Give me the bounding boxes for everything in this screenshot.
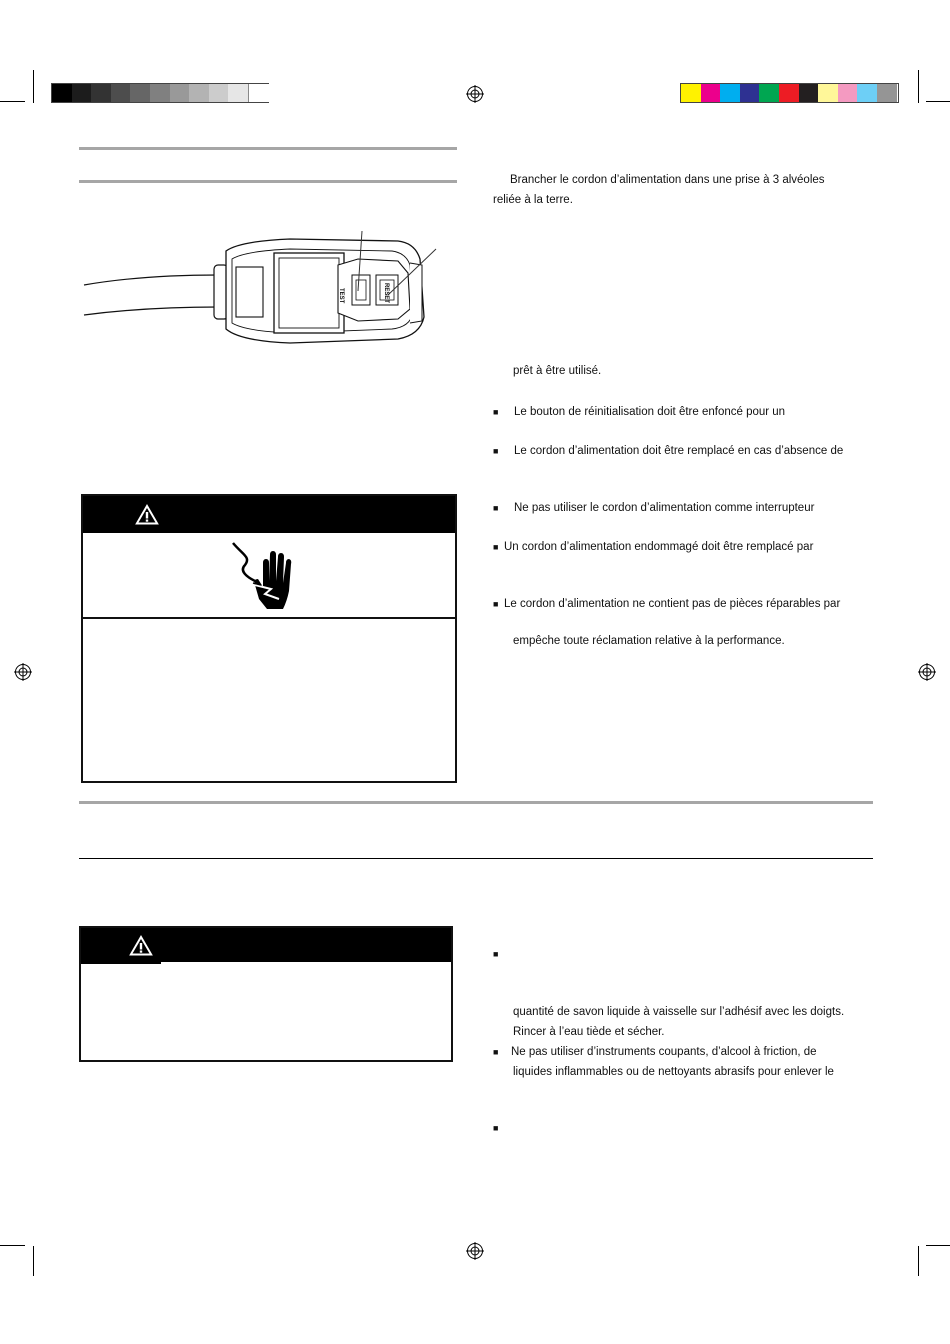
color-swatch [779, 84, 799, 102]
reset-button-bullet: Le bouton de réinitialisation doit être enfoncé pour un [514, 406, 786, 418]
bullet-mark: ■ [493, 1047, 499, 1057]
gray-swatch [189, 84, 209, 102]
registration-mark-icon [918, 663, 936, 681]
replace-cord-bullet: Le cordon d’alimentation doit être remplacé en cas d’absence de [514, 445, 844, 457]
ready-to-use-line: prêt à être utilisé. [513, 365, 602, 377]
gray-swatch [170, 84, 190, 102]
section-rule-full [79, 801, 873, 804]
warning-divider [83, 617, 455, 619]
crop-mark-top-right-h [926, 101, 950, 102]
test-button-label: TEST [338, 288, 344, 304]
crop-mark-bottom-left-v [33, 1246, 34, 1276]
warning-triangle-icon [135, 504, 159, 525]
crop-mark-top-left-h [0, 101, 25, 102]
registration-mark-icon [466, 85, 484, 103]
no-serviceable-parts-bullet: Le cordon d’alimentation ne contient pas de pièces réparables par [504, 598, 841, 610]
color-swatch [799, 84, 819, 102]
warning-header-notch [81, 962, 161, 964]
crop-mark-top-right-v [918, 70, 919, 103]
color-swatch [681, 84, 701, 102]
plug-in-instruction-line2: reliée à la terre. [493, 194, 573, 206]
gray-swatch [111, 84, 131, 102]
bullet-mark: ■ [493, 949, 499, 959]
no-sharp-tools-line2: liquides inflammables ou de nettoyants abrasifs pour enlever le [513, 1066, 834, 1078]
bullet-mark: ■ [493, 446, 499, 456]
color-swatch [818, 84, 838, 102]
bullet-mark: ■ [493, 503, 499, 513]
caution-warning-box [79, 926, 453, 1062]
crop-mark-bottom-left-h [0, 1245, 25, 1246]
bullet-mark: ■ [493, 407, 499, 417]
color-swatch [701, 84, 721, 102]
gray-swatch [209, 84, 229, 102]
soap-instruction-line2: Rincer à l’eau tiède et sécher. [513, 1026, 665, 1038]
electric-shock-hand-icon [231, 541, 297, 611]
not-a-switch-bullet: Ne pas utiliser le cordon d’alimentation comme interrupteur [514, 502, 815, 514]
warranty-claim-line: empêche toute réclamation relative à la performance. [513, 635, 785, 647]
section-rule-thin [79, 858, 873, 859]
registration-mark-icon [466, 1242, 484, 1260]
bullet-mark: ■ [493, 599, 499, 609]
warning-triangle-icon [129, 935, 153, 956]
damaged-cord-bullet: Un cordon d’alimentation endommagé doit être remplacé par [504, 541, 814, 553]
grayscale-bar [51, 83, 269, 103]
gray-swatch [228, 84, 248, 102]
color-swatch [838, 84, 858, 102]
bullet-mark: ■ [493, 1123, 499, 1133]
gray-swatch [72, 84, 92, 102]
soap-instruction-line1: quantité de savon liquide à vaisselle sur l’adhésif avec les doigts. [513, 1006, 845, 1018]
reset-button-label: RESET [383, 283, 389, 304]
power-cord-plug-figure [80, 225, 450, 350]
gray-swatch [150, 84, 170, 102]
crop-mark-bottom-right-h [926, 1245, 950, 1246]
color-swatch [857, 84, 877, 102]
color-swatch [740, 84, 760, 102]
shock-warning-box [81, 494, 457, 783]
no-sharp-tools-line1: Ne pas utiliser d’instruments coupants, d’alcool à friction, de [511, 1046, 817, 1058]
plug-in-instruction-line1: Brancher le cordon d’alimentation dans une prise à 3 alvéoles [510, 174, 825, 186]
gray-swatch [91, 84, 111, 102]
crop-mark-top-left-v [33, 70, 34, 103]
gray-swatch [130, 84, 150, 102]
gray-swatch [248, 84, 269, 102]
section-rule-sub [79, 180, 457, 183]
gray-swatch [52, 84, 72, 102]
registration-mark-icon [14, 663, 32, 681]
crop-mark-bottom-right-v [918, 1246, 919, 1276]
color-swatch [759, 84, 779, 102]
process-color-bar [680, 83, 899, 103]
section-rule-top [79, 147, 457, 150]
bullet-mark: ■ [493, 542, 499, 552]
color-swatch [720, 84, 740, 102]
color-swatch [877, 84, 897, 102]
